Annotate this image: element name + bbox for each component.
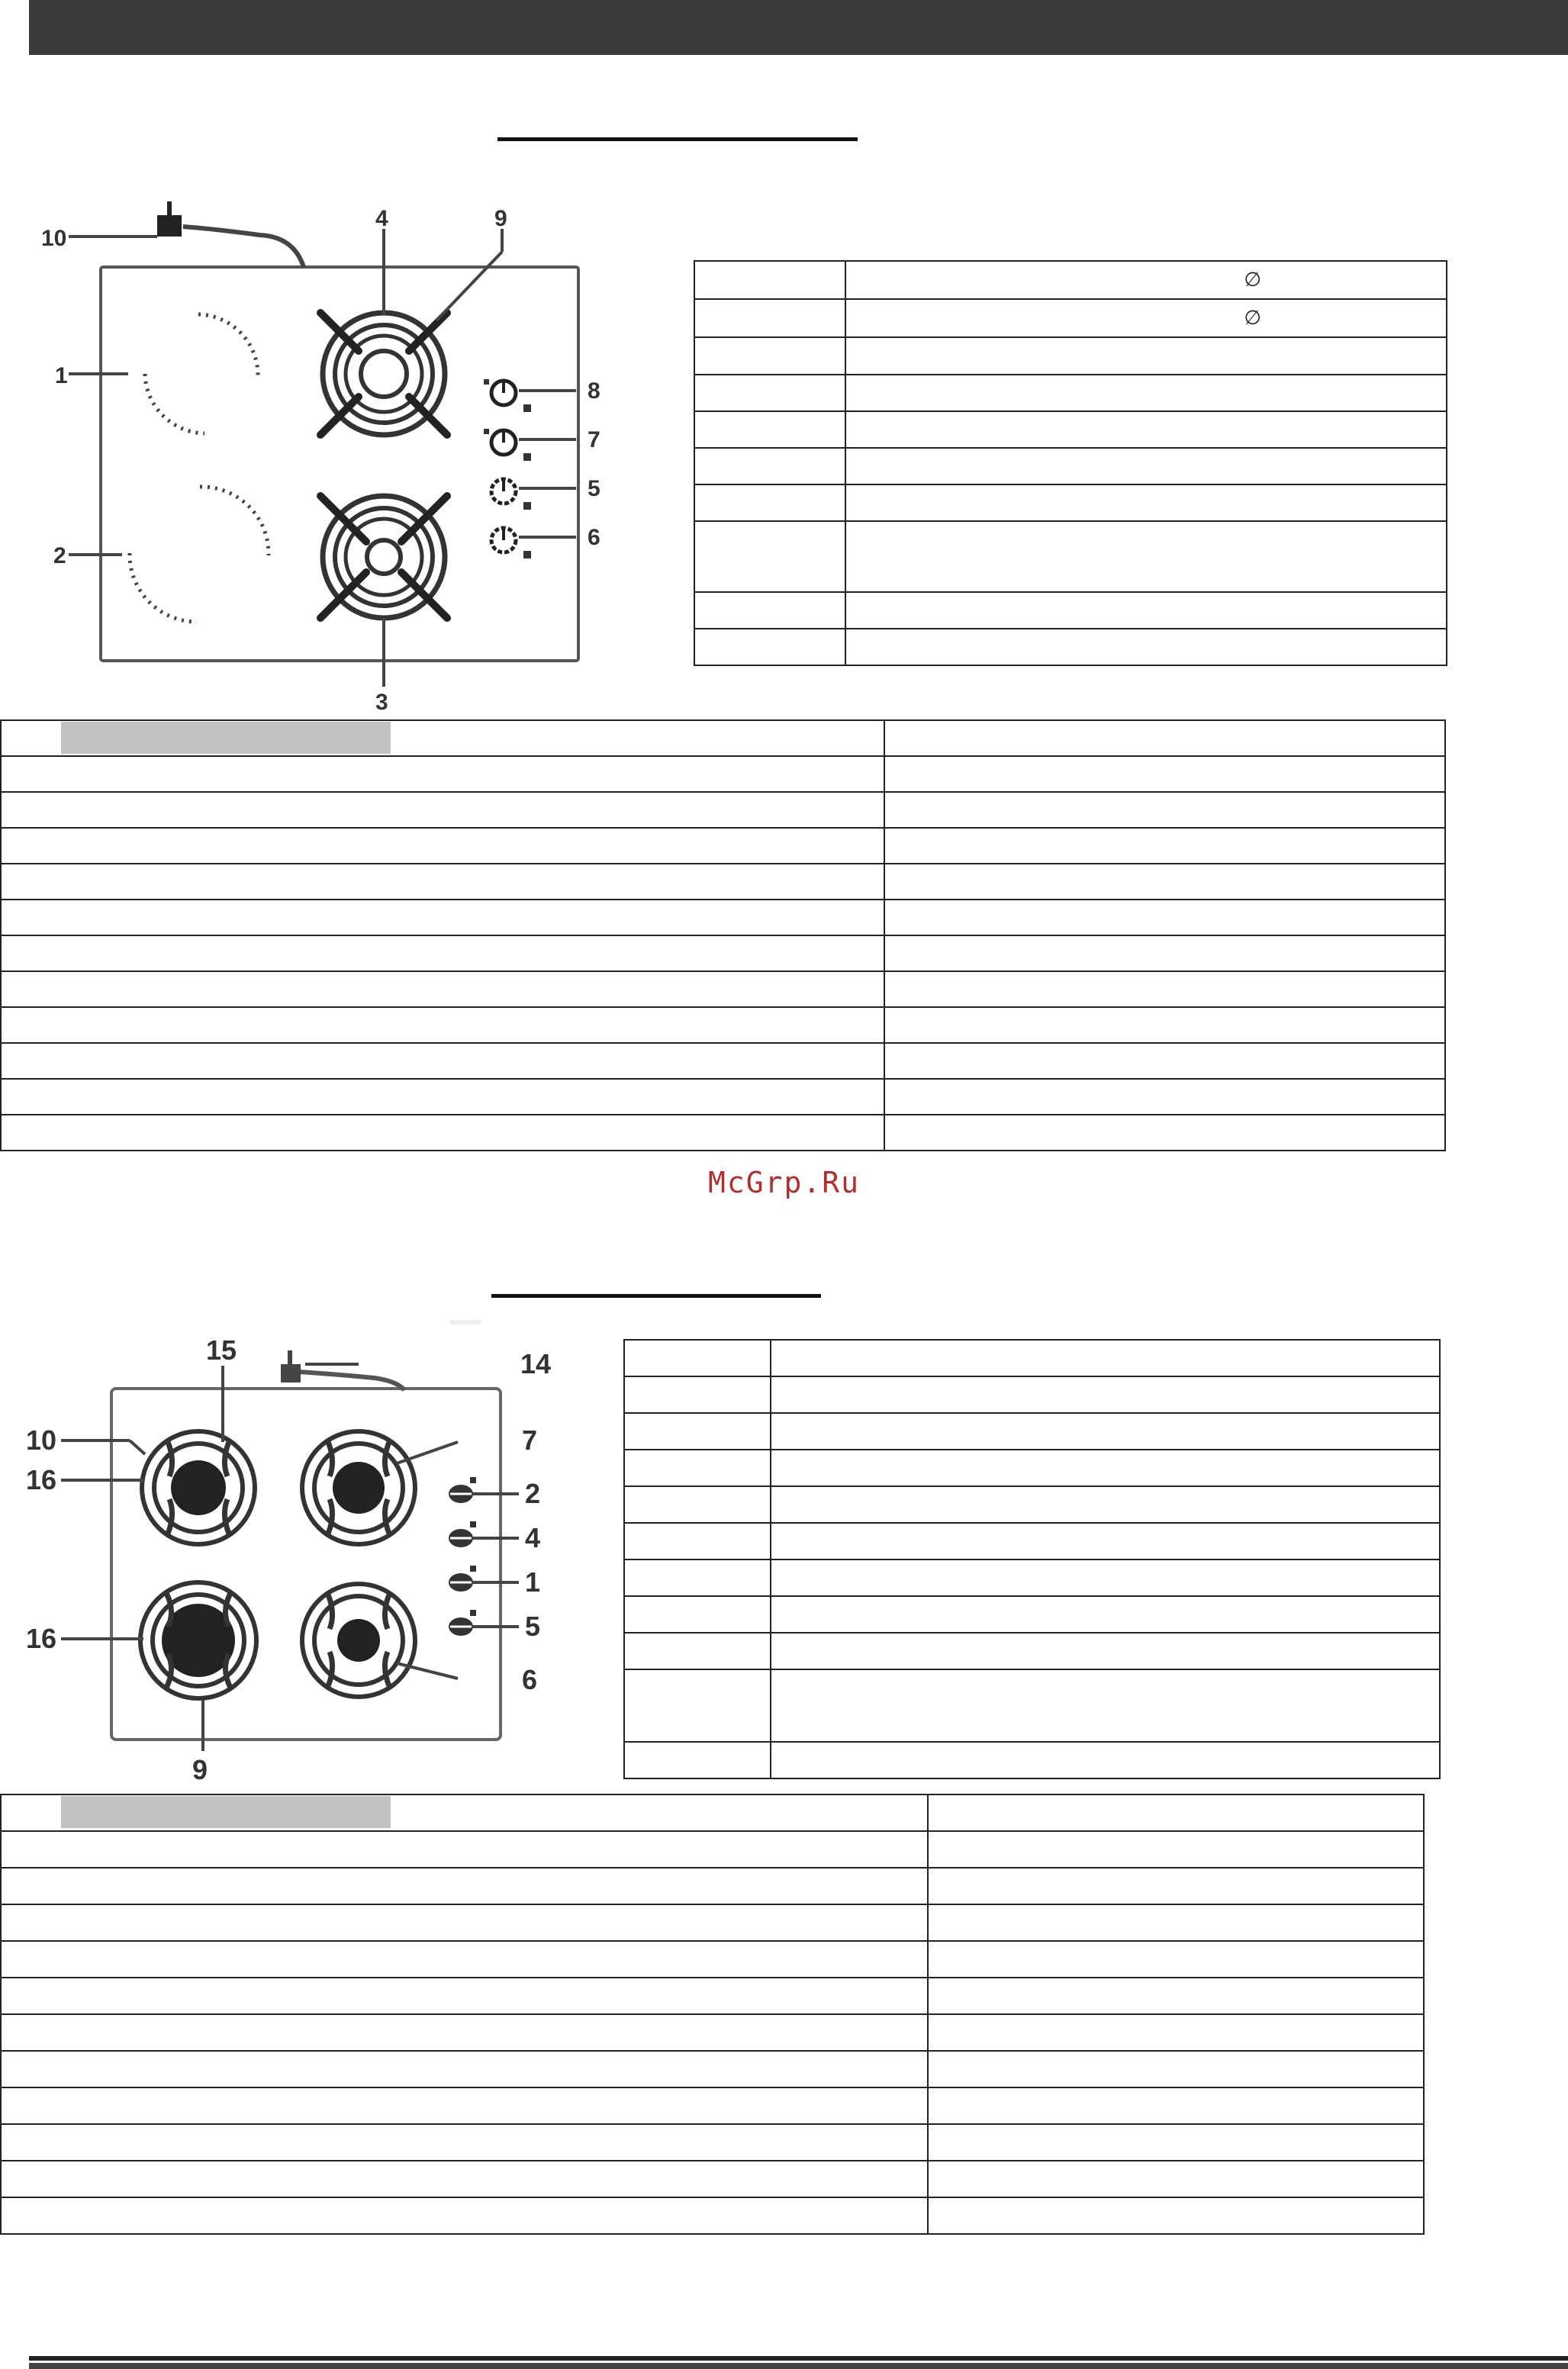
table-cell xyxy=(928,1794,1424,1831)
model1-label-5: 5 xyxy=(588,476,600,501)
table-cell xyxy=(694,337,845,375)
table-cell xyxy=(884,1079,1445,1115)
table-cell xyxy=(624,1413,771,1450)
table-cell xyxy=(694,448,845,484)
table-cell xyxy=(1,1831,928,1868)
table-cell xyxy=(884,900,1445,935)
model1-knob-7 xyxy=(484,429,531,461)
table-cell xyxy=(1,2124,928,2161)
table-cell xyxy=(928,2014,1424,2051)
table-cell xyxy=(694,592,845,629)
model1-label-7: 7 xyxy=(588,427,600,452)
model1-knob-5 xyxy=(491,478,531,510)
diameter-cell xyxy=(845,261,1447,299)
table-cell xyxy=(884,792,1445,828)
model1-label-4: 4 xyxy=(375,206,388,231)
table-cell xyxy=(694,629,845,665)
model2-burner-bottom-left xyxy=(140,1582,256,1698)
model2-hob-diagram xyxy=(15,1328,595,1801)
table-cell xyxy=(624,1523,771,1559)
table-cell xyxy=(624,1669,771,1742)
model2-knob-5 xyxy=(449,1610,476,1636)
table-cell xyxy=(845,484,1447,521)
table-cell xyxy=(771,1633,1440,1669)
table-cell xyxy=(884,1007,1445,1043)
table-cell xyxy=(1,864,884,900)
table-cell xyxy=(1,2051,928,2087)
model2-label-15: 15 xyxy=(206,1334,237,1366)
table-cell xyxy=(694,299,845,337)
model2-label-10: 10 xyxy=(26,1424,57,1456)
model2-header-chip xyxy=(61,1796,391,1828)
model1-header-chip xyxy=(61,722,391,754)
model2-knob-2 xyxy=(449,1477,476,1503)
table-cell xyxy=(884,1043,1445,1079)
model2-features-table xyxy=(0,1794,1425,2235)
table-cell xyxy=(928,1868,1424,1904)
footer-bar xyxy=(29,2363,1568,2369)
model1-spec-table xyxy=(694,260,1447,666)
table-cell xyxy=(845,448,1447,484)
table-cell xyxy=(694,521,845,592)
model1-features-table xyxy=(0,719,1446,1151)
model1-title-underline xyxy=(497,137,858,141)
model2-label-6: 6 xyxy=(522,1664,538,1695)
table-cell xyxy=(771,1596,1440,1633)
table-cell xyxy=(845,411,1447,448)
table-cell xyxy=(1,1079,884,1115)
table-cell xyxy=(928,1904,1424,1941)
footer-rule xyxy=(29,2356,1568,2361)
table-cell xyxy=(771,1413,1440,1450)
table-cell xyxy=(1,828,884,864)
table-cell xyxy=(694,261,845,299)
table-cell xyxy=(884,935,1445,971)
table-cell xyxy=(845,337,1447,375)
table-cell xyxy=(1,1904,928,1941)
table-cell xyxy=(694,411,845,448)
table-cell xyxy=(771,1450,1440,1486)
model1-gas-burner-top xyxy=(320,313,447,435)
model2-faint-mark xyxy=(450,1320,481,1325)
model1-gas-burner-bottom xyxy=(320,496,447,618)
table-cell xyxy=(845,521,1447,592)
diameter-cell xyxy=(845,299,1447,337)
table-cell xyxy=(884,828,1445,864)
model2-title-underline xyxy=(491,1294,821,1298)
model1-knob-8 xyxy=(484,379,531,412)
table-cell xyxy=(928,2197,1424,2234)
watermark: McGrp.Ru xyxy=(707,1166,861,1199)
table-cell xyxy=(1,935,884,971)
model2-label-7: 7 xyxy=(522,1424,538,1456)
header-bar xyxy=(29,0,1568,55)
table-cell xyxy=(928,2051,1424,2087)
table-cell xyxy=(884,756,1445,792)
table-cell xyxy=(694,375,845,411)
model2-burner-top-left xyxy=(142,1431,255,1544)
table-cell xyxy=(1,971,884,1007)
table-cell xyxy=(624,1742,771,1778)
table-cell xyxy=(771,1376,1440,1413)
table-cell xyxy=(624,1559,771,1596)
model2-knob-1 xyxy=(449,1566,476,1592)
table-cell xyxy=(1,2087,928,2124)
model2-burner-bottom-right xyxy=(302,1584,415,1697)
table-cell xyxy=(1,2161,928,2197)
table-cell xyxy=(1,1868,928,1904)
table-cell xyxy=(1,900,884,935)
model2-label-2: 2 xyxy=(525,1478,541,1509)
model1-label-10: 10 xyxy=(41,226,67,251)
table-cell xyxy=(624,1340,771,1376)
table-cell xyxy=(624,1633,771,1669)
model1-label-9: 9 xyxy=(494,206,507,231)
model1-label-6: 6 xyxy=(588,525,600,550)
model2-label-1: 1 xyxy=(525,1566,541,1598)
table-cell xyxy=(771,1523,1440,1559)
table-cell xyxy=(771,1486,1440,1523)
table-cell xyxy=(845,592,1447,629)
table-cell xyxy=(624,1596,771,1633)
diameter-icon: ∅ xyxy=(1244,307,1261,330)
model2-label-14: 14 xyxy=(520,1348,552,1379)
table-cell xyxy=(928,1831,1424,1868)
model2-spec-table xyxy=(623,1339,1441,1779)
table-cell xyxy=(1,2197,928,2234)
model1-label-1: 1 xyxy=(55,363,68,388)
model1-knob-6 xyxy=(491,527,531,558)
model1-hob-diagram xyxy=(31,191,664,771)
table-cell xyxy=(928,2124,1424,2161)
table-cell xyxy=(928,1941,1424,1978)
model2-label-16-top: 16 xyxy=(26,1464,57,1495)
table-cell xyxy=(1,1115,884,1151)
table-cell xyxy=(1,1978,928,2014)
diameter-icon: ∅ xyxy=(1244,269,1261,291)
table-cell xyxy=(771,1742,1440,1778)
table-cell xyxy=(771,1559,1440,1596)
table-cell xyxy=(624,1376,771,1413)
model2-label-4: 4 xyxy=(525,1522,541,1553)
table-cell xyxy=(1,1941,928,1978)
model1-label-3: 3 xyxy=(375,690,388,715)
table-cell xyxy=(1,2014,928,2051)
model1-label-2: 2 xyxy=(53,543,66,568)
model2-burner-top-right xyxy=(302,1431,415,1544)
table-cell xyxy=(884,720,1445,756)
table-cell xyxy=(1,1007,884,1043)
table-cell xyxy=(928,1978,1424,2014)
model2-label-16-bottom: 16 xyxy=(26,1623,57,1654)
table-cell xyxy=(884,864,1445,900)
table-cell xyxy=(694,484,845,521)
table-cell xyxy=(624,1450,771,1486)
model2-knob-4 xyxy=(449,1521,476,1547)
table-cell xyxy=(884,971,1445,1007)
table-cell xyxy=(1,756,884,792)
table-cell xyxy=(771,1340,1440,1376)
table-cell xyxy=(928,2087,1424,2124)
model2-label-9: 9 xyxy=(192,1754,208,1785)
table-cell xyxy=(928,2161,1424,2197)
table-cell xyxy=(1,1043,884,1079)
table-cell xyxy=(771,1669,1440,1742)
model1-label-8: 8 xyxy=(588,378,600,404)
table-cell xyxy=(624,1486,771,1523)
table-cell xyxy=(884,1115,1445,1151)
table-cell xyxy=(845,629,1447,665)
model2-label-5: 5 xyxy=(525,1611,541,1642)
table-cell xyxy=(845,375,1447,411)
table-cell xyxy=(1,792,884,828)
